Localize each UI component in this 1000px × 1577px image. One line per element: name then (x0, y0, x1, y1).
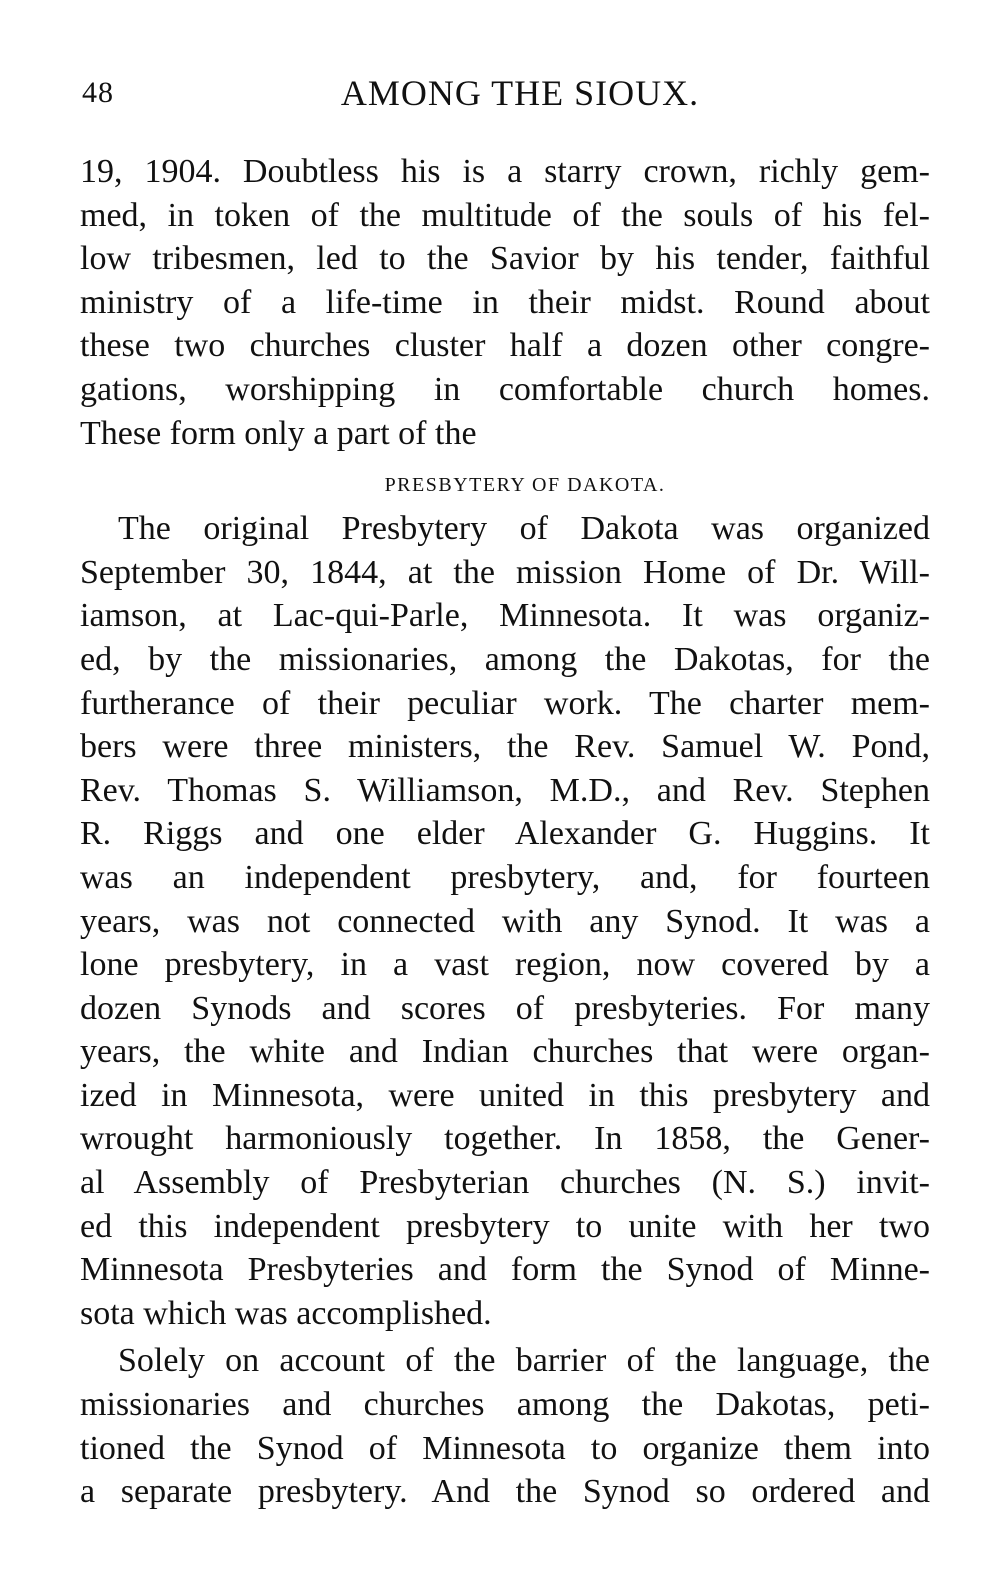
text-line: ministry of a life-time in their midst. Round about (80, 283, 930, 321)
text-line: med, in token of the multitude of the souls of his fel- (80, 196, 930, 234)
text-line: The original Presbytery of Dakota was organized (118, 510, 930, 548)
page-header (72, 72, 932, 120)
text-line: wrought harmoniously together. In 1858, the Gener- (80, 1120, 930, 1158)
text-line: these two churches cluster half a dozen other congre- (80, 327, 930, 365)
text-line: lone presbytery, in a vast region, now covered by a (80, 946, 930, 984)
text-line: furtherance of their peculiar work. The charter mem- (80, 684, 930, 722)
text-line: Rev. Thomas S. Williamson, M.D., and Rev. Stephen (80, 771, 930, 809)
text-line: low tribesmen, led to the Savior by his tender, faithful (80, 240, 930, 278)
section-heading: PRESBYTERY OF DAKOTA. (384, 474, 666, 497)
text-line: years, was not connected with any Synod. It was a (80, 902, 930, 940)
text-line: Minnesota Presbyteries and form the Synod of Minne- (80, 1251, 930, 1289)
text-line: sota which was accomplished. (80, 1294, 492, 1332)
text-line: missionaries and churches among the Dakotas, peti- (80, 1386, 930, 1424)
paragraph-2 (80, 507, 930, 1335)
text-line: ed this independent presbytery to unite with her two (80, 1207, 930, 1245)
text-line: a separate presbytery. And the Synod so ordered and (80, 1473, 930, 1511)
text-line: al Assembly of Presbyterian churches (N. S.) invit- (80, 1164, 930, 1202)
text-line: ed, by the missionaries, among the Dakotas, for the (80, 640, 930, 678)
text-line: September 30, 1844, at the mission Home of Dr. Will- (80, 553, 930, 591)
page-number: 48 (82, 76, 114, 109)
paragraph-3 (80, 1339, 930, 1513)
text-line: 19, 1904. Doubtless his is a starry crown, richly gem- (80, 153, 930, 190)
text-line: was an independent presbytery, and, for fourteen (80, 858, 930, 896)
text-line: dozen Synods and scores of presbyteries. For many (80, 989, 930, 1027)
body-text (80, 150, 930, 1514)
text-line: bers were three ministers, the Rev. Samuel W. Pond, (80, 728, 930, 766)
running-title: AMONG THE SIOUX. (340, 73, 700, 113)
text-line: Solely on account of the barrier of the language, the (118, 1342, 930, 1380)
text-line: iamson, at Lac-qui-Parle, Minnesota. It was organiz- (80, 597, 930, 635)
paragraph-1 (80, 150, 930, 455)
text-line: tioned the Synod of Minnesota to organize them into (80, 1429, 930, 1467)
text-line: ized in Minnesota, were united in this presbytery and (80, 1076, 930, 1114)
text-line: These form only a part of the (80, 414, 477, 452)
text-line: years, the white and Indian churches that were organ- (80, 1033, 930, 1071)
text-line: R. Riggs and one elder Alexander G. Huggins. It (80, 815, 930, 853)
text-line: gations, worshipping in comfortable church homes. (80, 370, 930, 408)
